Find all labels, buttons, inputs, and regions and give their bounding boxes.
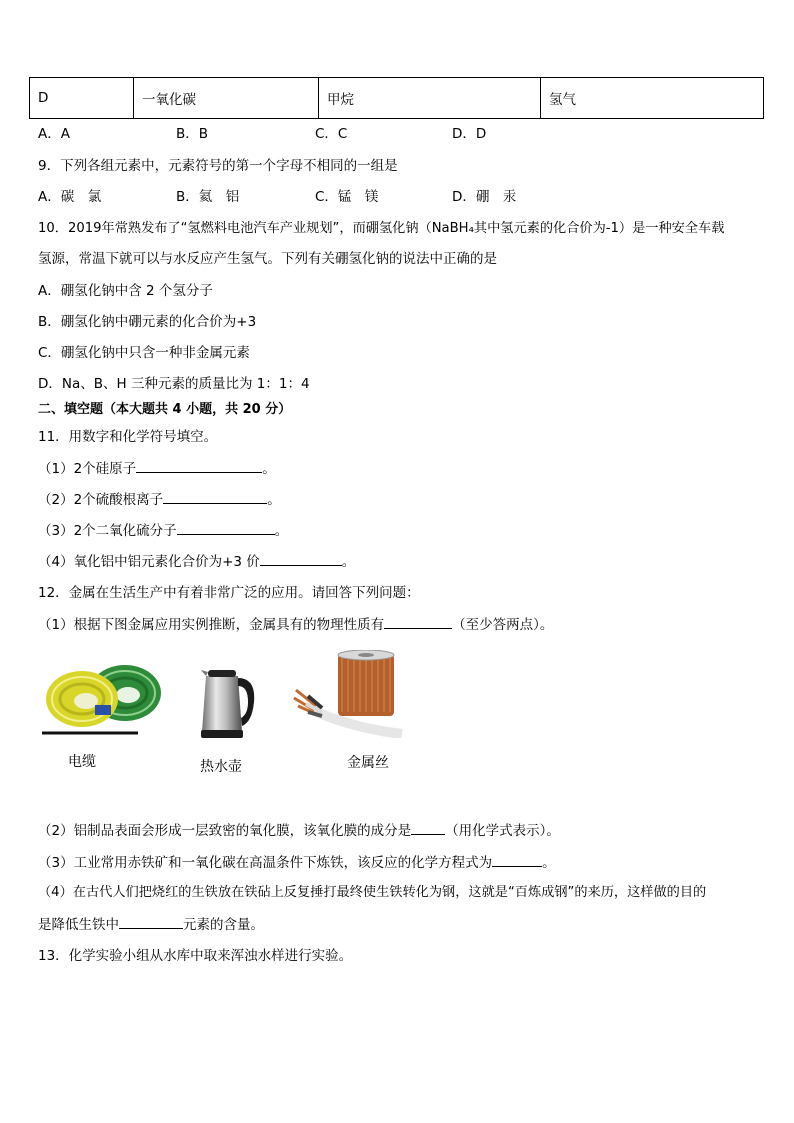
answer-blank[interactable] — [119, 914, 183, 929]
q12-sub4-line2 — [38, 914, 264, 935]
q12-sub3-end: 。 — [542, 855, 556, 871]
wire-image — [292, 650, 404, 738]
q12-sub1-text: （1）根据下图金属应用实例推断，金属具有的物理性质有 — [38, 617, 385, 633]
q9-stem: 9．下列各组元素中，元素符号的第一个字母不相同的一组是 — [38, 158, 398, 174]
table-row — [30, 78, 764, 119]
q13-stem: 13．化学实验小组从水库中取来浑浊水样进行实验。 — [38, 948, 353, 964]
q12-stem: 12．金属在生活生产中有着非常广泛的应用。请回答下列问题： — [38, 585, 420, 601]
kettle-image — [198, 662, 258, 742]
table-cell: D — [30, 78, 134, 119]
answer-blank[interactable] — [260, 551, 342, 566]
q10-stem-line1: 10．2019年常熟发布了“氢燃料电池汽车产业规划”，而硼氢化钠（NaBH₄其中氢元素的化合价为-1）是一种安全车载 — [38, 221, 725, 236]
answer-blank[interactable] — [492, 852, 542, 867]
q9-option-c: C．锰 镁 — [315, 189, 379, 205]
q11-item-text: （3）2个二氧化硫分子 — [38, 523, 177, 539]
q10-option-a: A．硼氢化钠中含 2 个氢分子 — [38, 283, 213, 299]
q12-sub4-end: 元素的含量。 — [183, 917, 264, 933]
q11-item — [38, 551, 355, 572]
q11-item — [38, 520, 288, 541]
q9-option-d: D．硼 汞 — [452, 189, 517, 205]
q12-sub2 — [38, 820, 560, 841]
q11-item-text: （2）2个硫酸根离子 — [38, 492, 164, 508]
q12-sub1 — [38, 614, 553, 635]
wire-caption: 金属丝 — [347, 755, 389, 771]
answer-blank[interactable] — [177, 520, 275, 535]
q12-sub3-text: （3）工业常用赤铁矿和一氧化碳在高温条件下炼铁，该反应的化学方程式为 — [38, 855, 493, 871]
answer-blank[interactable] — [163, 489, 267, 504]
q9-option-a: A．碳 氯 — [38, 189, 102, 205]
cable-image — [40, 655, 168, 737]
q8-option-b: B．B — [176, 126, 209, 142]
kettle-caption: 热水壶 — [200, 759, 242, 775]
cable-caption: 电缆 — [68, 754, 96, 770]
q10-option-c: C．硼氢化钠中只含一种非金属元素 — [38, 345, 250, 361]
section-heading: 二、填空题（本大题共 4 小题，共 20 分） — [38, 402, 292, 417]
q12-sub3 — [38, 852, 556, 873]
q10-option-d: D．Na、B、H 三种元素的质量比为 1：1：4 — [38, 376, 310, 392]
table-cell: 甲烷 — [319, 78, 541, 119]
q11-stem: 11．用数字和化学符号填空。 — [38, 429, 218, 445]
q11-item-text: （1）2个硅原子 — [38, 461, 137, 477]
q8-option-a: A．A — [38, 126, 70, 142]
table-cell: 氢气 — [541, 78, 764, 119]
q9-option-b: B．氦 铝 — [176, 189, 240, 205]
q8-option-d: D．D — [452, 126, 487, 142]
q11-item-text: （4）氧化铝中铝元素化合价为+3 价 — [38, 554, 260, 570]
q11-item-end: 。 — [341, 554, 356, 570]
options-table — [29, 77, 764, 119]
q12-sub2-end: （用化学式表示）。 — [445, 823, 560, 839]
q11-item — [38, 489, 281, 510]
q12-sub2-text: （2）铝制品表面会形成一层致密的氧化膜，该氧化膜的成分是 — [38, 823, 412, 839]
q11-item-end: 。 — [267, 492, 281, 508]
q10-stem-line2: 氢源，常温下就可以与水反应产生氢气。下列有关硼氢化钠的说法中正确的是 — [38, 251, 497, 267]
table-cell: 一氧化碳 — [134, 78, 319, 119]
q12-sub1-end: （至少答两点）。 — [452, 617, 554, 633]
q11-item — [38, 458, 276, 479]
answer-blank[interactable] — [136, 458, 262, 473]
q12-sub4-line1: （4）在古代人们把烧红的生铁放在铁砧上反复捶打最终使生铁转化为钢，这就是“百炼成钢”的来历，这样做的目的 — [38, 885, 707, 900]
answer-blank[interactable] — [411, 820, 445, 835]
q10-option-b: B．硼氢化钠中硼元素的化合价为+3 — [38, 314, 257, 330]
answer-blank[interactable] — [384, 614, 452, 629]
q12-sub4-text: 是降低生铁中 — [38, 917, 119, 933]
q11-item-end: 。 — [262, 461, 276, 477]
q11-item-end: 。 — [274, 523, 289, 539]
q8-option-c: C．C — [315, 126, 348, 142]
